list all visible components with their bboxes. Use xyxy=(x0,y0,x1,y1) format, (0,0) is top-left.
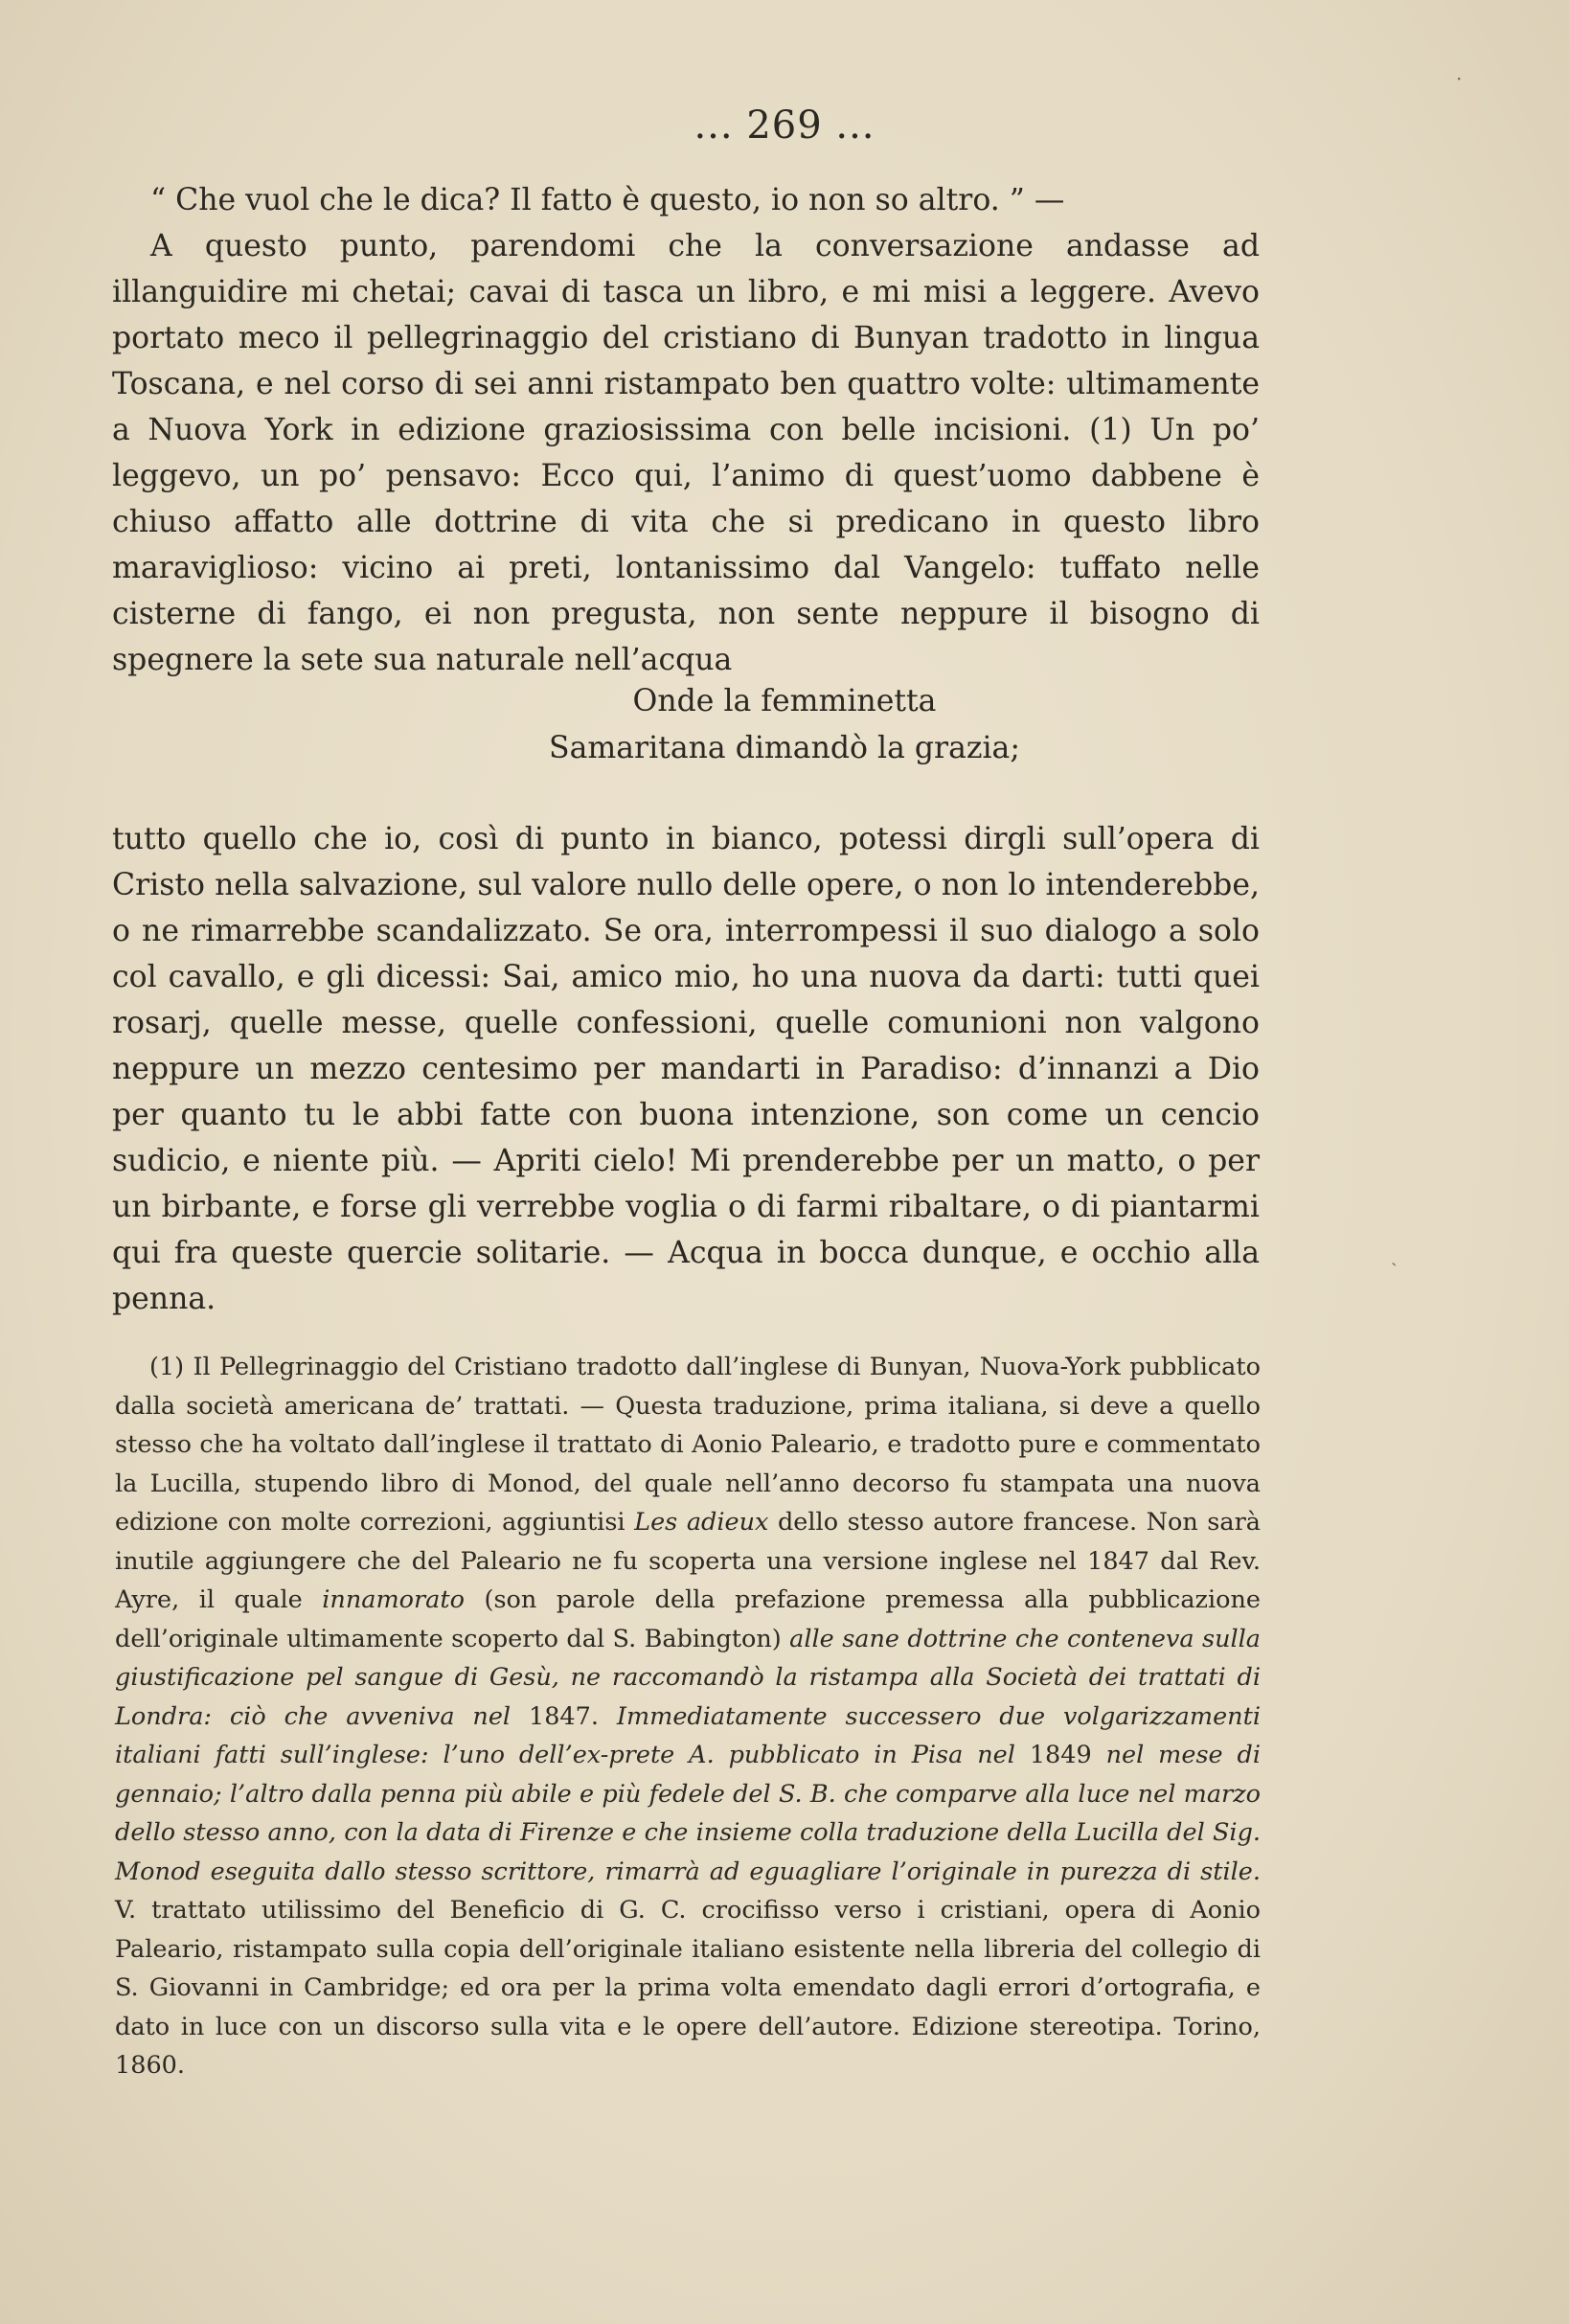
opening-line xyxy=(112,177,1260,223)
footnote-part-3: (son parole della prefazione premessa alla pubblicazione dell’originale ultimamente scoperto dal S. Babington) xyxy=(115,1585,1261,1653)
verse-line-2: Samaritana dimandò la grazia; xyxy=(549,731,1020,765)
footnote-part-6: V. trattato utilissimo del Beneficio di G. C. crocifisso verso i cristiani, opera di Aonio Paleario, ristampato sulla copia dell’originale italiano esistente nella libreria del collegio di S. Giovanni in Cambridge; ed ora per la prima volta emendato dagli errori d’ortografia, e dato in luce con un discorso sulla vita e le opere dell’autore. Edizione stereotipa. Torino, 1860. xyxy=(115,1896,1261,2080)
footnote-text xyxy=(115,1348,1261,2085)
paragraph-reading: A questo punto, parendomi che la conversazione andasse ad illanguidire mi chetai; cavai di tasca un libro, e mi misi a leggere. Avevo portato meco il pellegrinaggio del cristiano di Bunyan tradotto in lingua Toscana, e nel corso di sei anni ristampato ben quattro volte: ultimamente a Nuova York in edizione graziosissima con belle incisioni. (1) Un po’ leggevo, un po’ pensavo: Ecco qui, l’animo di quest’uomo dabbene è chiuso affatto alle dottrine di vita che si predicano in questo libro maraviglioso: vicino ai preti, lontanissimo dal Vangelo: tuffato nelle cisterne di fango, ei non pregusta, non sente neppure il bisogno di spegnere la sete sua naturale nell’acqua xyxy=(112,229,1260,677)
footnote-italic-4: Immediatamente successero due volgarizzamenti italiani fatti sull’inglese: l’uno dell’ex-prete A. pubblicato in Pisa nel xyxy=(115,1701,1261,1769)
continuation-paragraph-container xyxy=(112,816,1260,1322)
footnote-part-1: (1) Il Pellegrinaggio del Cristiano tradotto dall’inglese di Bunyan, Nuova-York pubblicato dalla società americana de’ trattati. — Questa traduzione, prima italiana, si deve a quello stesso che ha voltato dall’inglese il trattato di Aonio Paleario, e tradotto pure e commentato la Lucilla, stupendo libro di Monod, del quale nell’anno decorso fu stampata una nuova edizione con molte correzioni, aggiuntisi xyxy=(115,1353,1261,1537)
footnote-part-4: 1847. xyxy=(528,1701,599,1731)
page-number: ... 269 ... xyxy=(694,103,875,148)
footnote xyxy=(115,1348,1261,2085)
paper-speck: · xyxy=(1456,67,1463,90)
paper-speck: ˎ xyxy=(1391,1243,1398,1266)
footnote-part-2: dello stesso autore francese. Non sarà inutile aggiungere che del Paleario ne fu scoperta una versione inglese nel 1847 dal Rev. Ayre, il quale xyxy=(115,1508,1261,1614)
paragraph-dialogue: “ Che vuol che le dica? Il fatto è questo, io non so altro. ” — xyxy=(150,183,1065,217)
main-paragraph-container xyxy=(112,223,1260,683)
footnote-italic-5: nel mese di gennaio; l’altro dalla penna più abile e più fedele del S. B. che comparve alla luce nel marzo dello stesso anno, con la data di Firenze e che insieme colla traduzione della Lucilla del Sig. Monod eseguita dallo stesso scrittore, rimarrà ad eguagliare l’originale in purezza di stile. xyxy=(115,1741,1262,1886)
footnote-italic-2: innamorato xyxy=(322,1585,465,1614)
footnote-italic-3: alle sane dottrine che conteneva sulla giustificazione pel sangue di Gesù, ne raccomandò la ristampa alla Società dei trattati di Londra: ciò che avveniva nel xyxy=(115,1624,1262,1731)
verse-quotation xyxy=(0,678,1569,772)
paragraph-continuation: tutto quello che io, così di punto in bianco, potessi dirgli sull’opera di Cristo nella salvazione, sul valore nullo delle opere, o non lo intenderebbe, o ne rimarrebbe scandalizzato. Se ora, interrompessi il suo dialogo a solo col cavallo, e gli dicessi: Sai, amico mio, ho una nuova da darti: tutti quei rosarj, quelle messe, quelle confessioni, quelle comunioni non valgono neppure un mezzo centesimo per mandarti in Paradiso: d’innanzi a Dio per quanto tu le abbi fatte con buona intenzione, son come un cencio sudicio, e niente più. — Apriti cielo! Mi prenderebbe per un matto, o per un birbante, e forse gli verrebbe voglia o di farmi ribaltare, o di piantarmi qui fra queste quercie solitarie. — Acqua in bocca dunque, e occhio alla penna. xyxy=(112,822,1260,1316)
footnote-italic-1: Les adieux xyxy=(634,1508,769,1537)
verse-line-1: Onde la femminetta xyxy=(632,684,937,718)
footnote-part-5: 1849 xyxy=(1029,1741,1092,1769)
